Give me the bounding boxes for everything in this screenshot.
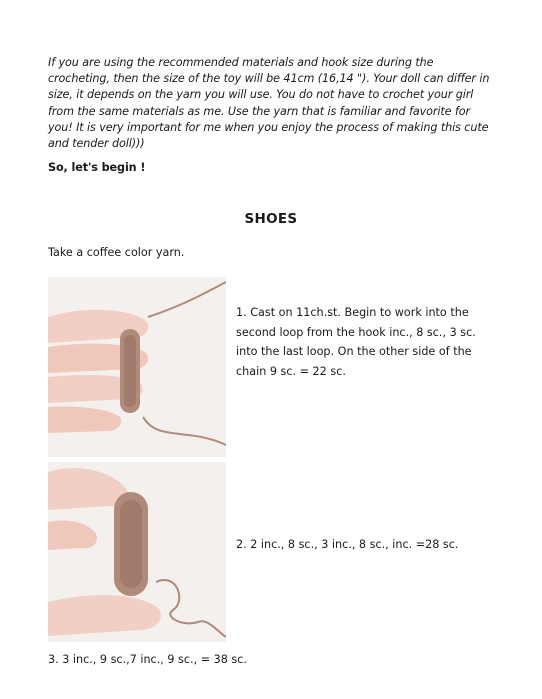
intro-paragraph: If you are using the recommended materials and hook size during the crocheting, then the size of the toy will be 41cm (16,14 "). Your doll can differ in size, it depends on the yarn you will use. You do not have to crochet your girl from the same materials as me. Use the yarn that is familiar and favorite for you! It is very important for me when you enjoy the process of making this cute and tender doll))) bbox=[48, 56, 490, 151]
section-title: SHOES bbox=[244, 211, 298, 227]
step-2-photo-illustration bbox=[48, 462, 226, 642]
yarn-note: Take a coffee color yarn. bbox=[48, 246, 185, 259]
step-1-photo bbox=[48, 277, 226, 457]
step-1-photo-illustration bbox=[48, 277, 226, 457]
step-2-photo bbox=[48, 462, 226, 642]
step-1-text: 1. Cast on 11ch.st. Begin to work into the second loop from the hook inc., 8 sc., 3 sc. into the last loop. On the other side of the chain 9 sc. = 22 sc. bbox=[236, 306, 476, 378]
begin-line: So, let's begin ! bbox=[48, 161, 146, 174]
step-3-text: 3. 3 inc., 9 sc.,7 inc., 9 sc., = 38 sc. bbox=[48, 653, 247, 666]
step-2-text: 2. 2 inc., 8 sc., 3 inc., 8 sc., inc. =28 sc. bbox=[236, 538, 459, 551]
